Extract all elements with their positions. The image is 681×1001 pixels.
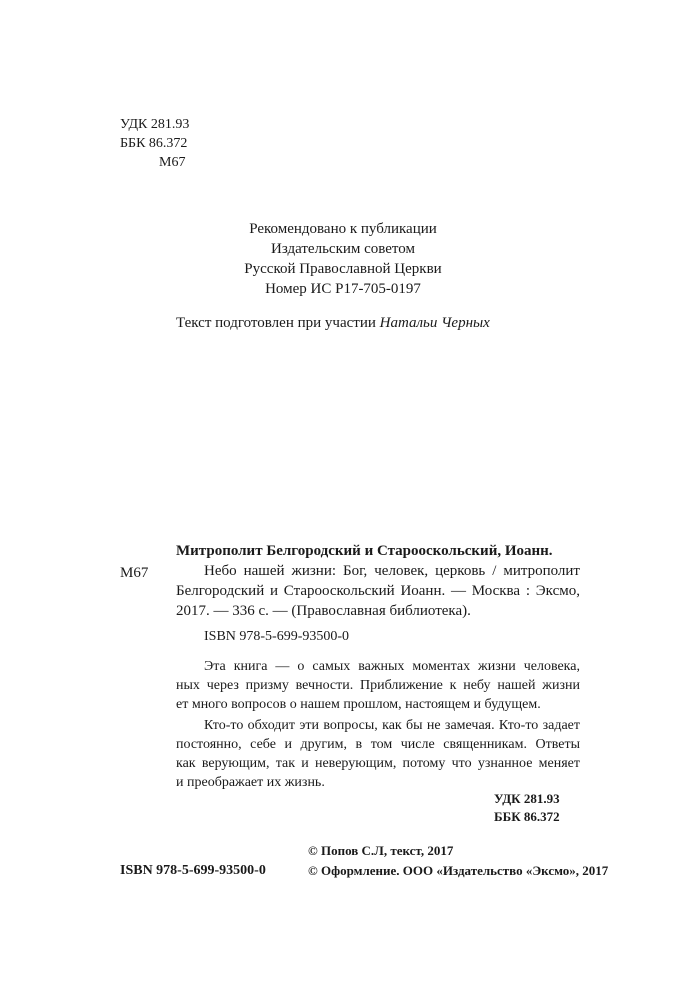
annotation-p1-line-1 — [176, 657, 580, 676]
footer-isbn: ISBN 978-5-699-93500-0 — [120, 863, 266, 878]
bbk-code: ББК 86.372 — [120, 136, 188, 151]
preparation-name: Натальи Черных — [379, 315, 490, 331]
annotation-p1-line-3: ет много вопросов о нашем прошлом, настоящем и будущем. — [176, 697, 541, 712]
author-sign: М67 — [159, 155, 186, 170]
copyright-text: © Попов С.Л, текст, 2017 — [308, 843, 454, 858]
recommendation-line-1: Рекомендовано к публикации — [249, 221, 437, 237]
catalog-author-sign: М67 — [120, 565, 149, 581]
preparation-text: Текст подготовлен при участии — [176, 315, 376, 331]
annotation-p2-text-1: Кто-то обходит эти вопросы, как бы не замечая. Кто-то задает — [204, 718, 580, 733]
annotation-p2-line-1 — [176, 716, 580, 735]
annotation-p1-text-1: Эта книга — о самых важных моментах жизни человека, — [204, 659, 580, 674]
catalog-description-text: Небо нашей жизни: Бог, человек, церковь / митрополит — [204, 563, 580, 579]
annotation-p1-line-2: ных через призму вечности. Приближение к небу нашей жизни — [176, 678, 580, 693]
annotation-p2-line-2: постоянно, себе и другим, в том числе священникам. Ответы — [176, 737, 580, 752]
annotation-p2-line-3: как верующим, так и неверующим, потому что узнанное меняет — [176, 756, 580, 771]
recommendation-line-2: Издательским советом — [270, 241, 416, 257]
copyright-design: © Оформление. ООО «Издательство «Эксмо», 2017 — [308, 863, 609, 878]
catalog-description-line-2: Белгородский и Старооскольский Иоанн. — Москва : Эксмо, — [176, 583, 580, 599]
catalog-udk: УДК 281.93 — [494, 791, 560, 806]
annotation-p2-line-4: и преображает их жизнь. — [176, 775, 325, 790]
catalog-description-line-3: 2017. — 336 с. — (Православная библиотека). — [176, 603, 471, 619]
catalog-heading: Митрополит Белгородский и Старооскольский, Иоанн. — [176, 543, 553, 559]
recommendation-line-4: Номер ИС Р17-705-0197 — [265, 281, 421, 297]
recommendation-line-3: Русской Православной Церкви — [244, 261, 442, 277]
preparation-credit — [176, 313, 490, 333]
catalog-isbn: ISBN 978-5-699-93500-0 — [204, 629, 350, 644]
udk-code: УДК 281.93 — [120, 117, 190, 132]
catalog-bbk: ББК 86.372 — [494, 809, 560, 824]
